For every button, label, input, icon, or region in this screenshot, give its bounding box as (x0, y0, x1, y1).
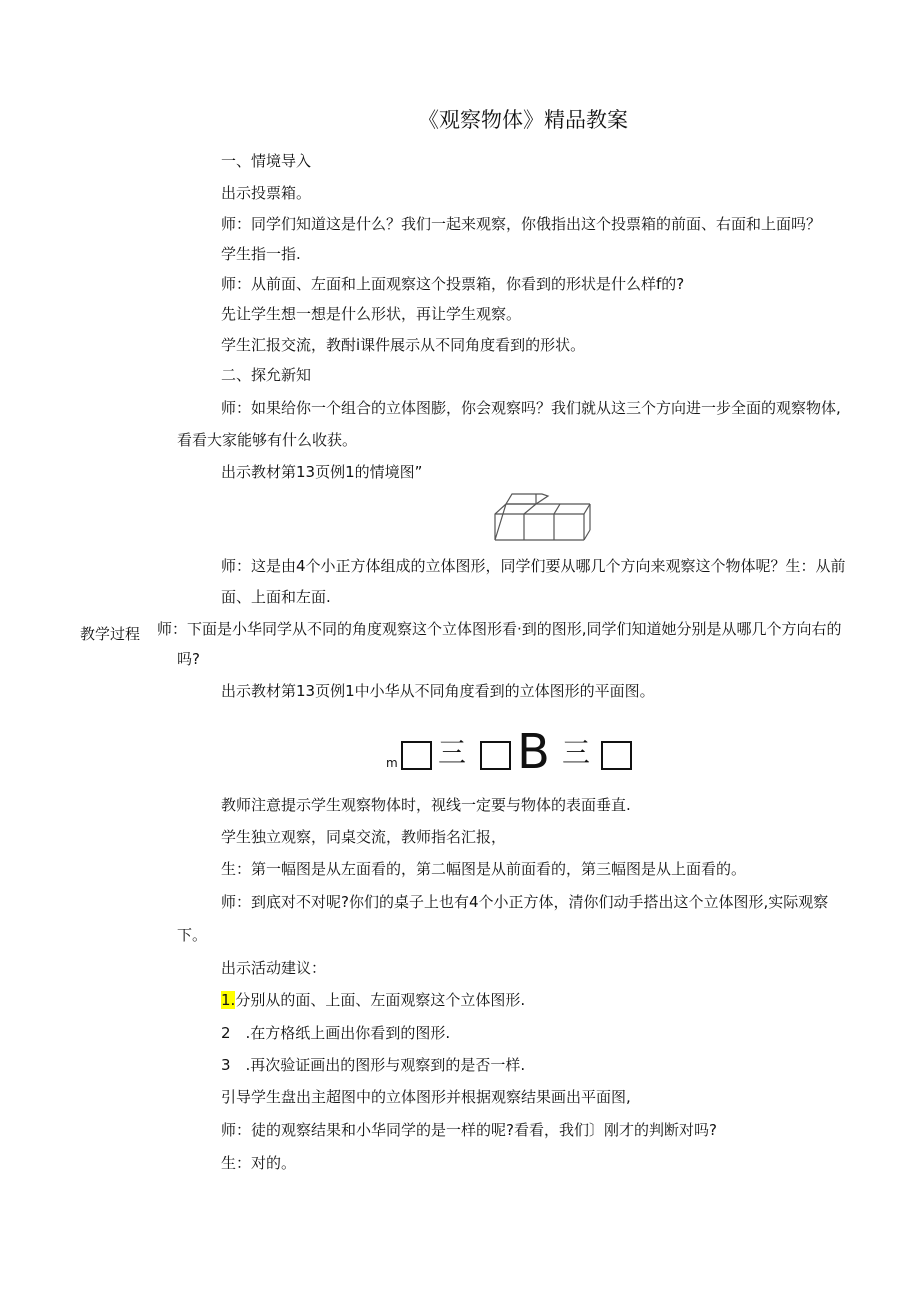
activity-item-1 (221, 990, 525, 1010)
activity-item-3: 3 .再次验证画出的图形与观察到的是否一样. (221, 1056, 526, 1074)
square-view-icon (480, 741, 511, 770)
text-line: 师：到底对不对呢?你们的桌子上也有4个小正方体，清你们动手搭出这个立体图形,实际观察 (221, 893, 829, 911)
views-prefix: m (386, 756, 398, 770)
section-heading-1: 一、情境导入 (221, 152, 312, 170)
cube-arrangement-figure (494, 492, 592, 544)
text-line: 面、上面和左面. (221, 588, 331, 606)
text-line: 师：下面是小华同学从不同的角度观察这个立体图形看·到的图形,同学们知道她分别是从哪几个方向右的 (157, 620, 842, 638)
highlighted-number: 1. (221, 991, 236, 1009)
text-line: 学生独立观察，同桌交流，教师指名汇报， (221, 828, 507, 846)
section-heading-2: 二、探允新知 (221, 366, 312, 384)
three-bar-view-glyph: 三 (438, 736, 467, 769)
text-line: 师：徒的观察结果和小华同学的是一样的呢?看看，我们〕刚才的判断对吗? (221, 1121, 717, 1139)
text-line: 生：对的。 (221, 1154, 297, 1172)
page-title: 《观察物体》精品教案 (418, 108, 628, 132)
side-label: 教学过程 (80, 625, 141, 643)
text-line: 师：如果给你一个组合的立体图膨，你会观察吗？我们就从这三个方向进一步全面的观察物体, (221, 399, 841, 417)
text-line: 学生指一指. (221, 245, 301, 263)
text-line: 师：从前面、左面和上面观察这个投票箱，你看到的形状是什么样f的? (221, 275, 685, 293)
text-line: 出示活动建议： (221, 959, 327, 977)
text-line: 看看大家能够有什么收获。 (177, 431, 358, 449)
text-line: 引导学生盘出主超图中的立体图形并根据观察结果画出平面图, (221, 1088, 631, 1106)
text-line: 先让学生想一想是什么形状，再让学生观察。 (221, 305, 522, 323)
square-view-icon (401, 741, 432, 770)
text-line: 学生汇报交流，教酎i课件展示从不同角度看到的形状。 (221, 336, 586, 354)
text-line: 师：这是由4个小正方体组成的立体图形，同学们要从哪几个方向来观察这个物体呢？生：从前 (221, 557, 846, 575)
three-bar-view-glyph: 三 (562, 736, 591, 769)
activity-item-text: 分别从的面、上面、左面观察这个立体图形. (235, 991, 526, 1009)
text-line: 下。 (177, 926, 208, 944)
text-line: 教师注意提示学生观察物体时，视线一定要与物体的表面垂直. (221, 796, 631, 814)
text-line: 师：同学们知道这是什么？我们一起来观察，你俄指出这个投票箱的前面、右面和上面吗？ (221, 215, 822, 233)
text-line: 出示教材第13页例1的情境图” (221, 463, 423, 481)
text-line: 出示投票箱。 (221, 184, 312, 202)
text-line: 出示教材第13页例1中小华从不同角度看到的立体图形的平面图。 (221, 682, 655, 700)
large-b-glyph: B (517, 724, 550, 780)
text-line: 吗? (177, 650, 200, 668)
text-line: 生：第一幅图是从左面看的，第二幅图是从前面看的，第三幅图是从上面看的。 (221, 860, 747, 878)
square-view-icon (601, 741, 632, 770)
activity-item-2: 2 .在方格纸上画出你看到的图形. (221, 1024, 451, 1042)
